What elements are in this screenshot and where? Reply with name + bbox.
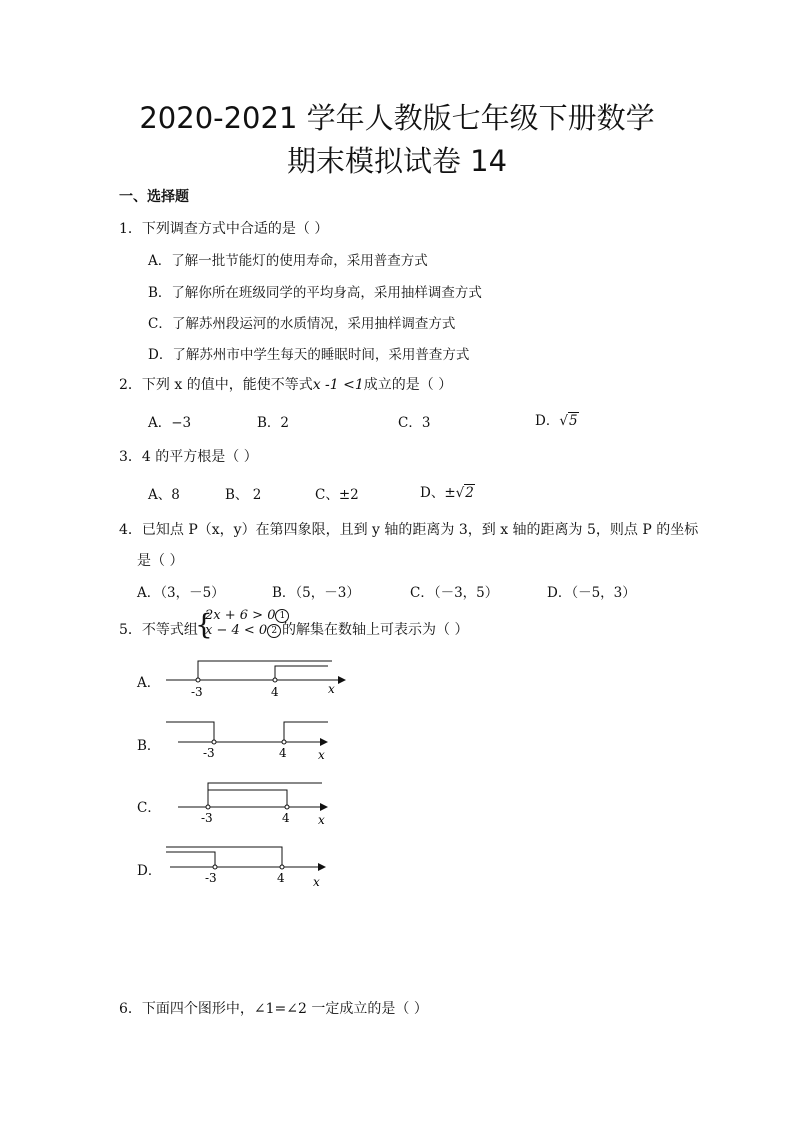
question-5-stem-pre: 5．不等式组 — [119, 622, 198, 638]
question-2-option-b: B．2 — [257, 415, 290, 431]
tick-label-4: 4 — [279, 746, 287, 760]
tick-label-neg3: -3 — [203, 746, 215, 760]
sqrt-sign: √2 — [455, 485, 474, 501]
equation-1-text: 2x + 6 > 0 — [205, 608, 276, 623]
axis-var-x: x — [313, 875, 320, 889]
number-line-c — [170, 776, 350, 828]
question-1-stem: 1．下列调查方式中合适的是（ ） — [119, 221, 329, 237]
axis-var-x: x — [318, 748, 325, 762]
system-equation-1 — [205, 608, 289, 624]
question-4-line1: 4．已知点 P（x，y）在第四象限，且到 y 轴的距离为 3，到 x 轴的距离为 5，则点 P 的坐标 — [119, 522, 699, 538]
system-brace: { — [195, 608, 213, 641]
question-1-option-a: A．了解一批节能灯的使用寿命，采用普查方式 — [148, 253, 428, 269]
section-heading: 一、选择题 — [119, 189, 189, 205]
question-2-option-c: C．3 — [398, 415, 431, 431]
question-2-option-a: A．−3 — [148, 415, 192, 431]
question-1-option-d: D．了解苏州市中学生每天的睡眠时间，采用普查方式 — [148, 347, 470, 363]
question-4-option-d: D．（－5，3） — [547, 585, 636, 601]
tick-label-neg3: -3 — [191, 685, 203, 699]
number-line-d — [160, 841, 340, 891]
question-5-option-b-label: B． — [137, 738, 161, 754]
question-2-stem — [119, 374, 452, 394]
question-5-option-c-label: C． — [137, 800, 161, 816]
question-1-option-b: B．了解你所在班级同学的平均身高，采用抽样调查方式 — [148, 285, 482, 301]
circled-number-1: 1 — [275, 609, 289, 623]
tick-label-4: 4 — [277, 871, 285, 885]
tick-label-neg3: -3 — [201, 811, 213, 825]
sqrt-sign: √5 — [559, 413, 578, 429]
question-3-stem: 3．4 的平方根是（ ） — [119, 449, 258, 465]
question-3-option-c: C、±2 — [315, 487, 359, 503]
tick-label-4: 4 — [271, 685, 279, 699]
question-3-option-a: A、8 — [148, 487, 180, 503]
axis-var-x: x — [318, 813, 325, 827]
question-2-option-d — [535, 409, 579, 429]
number-line-a — [160, 655, 350, 700]
question-4-option-c: C．（－3，5） — [410, 585, 499, 601]
question-1-option-c: C．了解苏州段运河的水质情况，采用抽样调查方式 — [148, 316, 456, 332]
radicand: 5 — [568, 413, 578, 429]
question-2-inequality: x -1 <1 — [312, 377, 364, 393]
question-5-stem-post: 的解集在数轴上可表示为（ ） — [282, 622, 469, 638]
system-equation-2 — [205, 623, 281, 639]
equation-2-text: x − 4 < 0 — [205, 623, 268, 638]
tick-label-4: 4 — [282, 811, 290, 825]
question-4-option-a: A．（3，－5） — [137, 585, 225, 601]
question-4-line2: 是（ ） — [137, 553, 184, 569]
question-3-option-d — [420, 481, 475, 501]
page-title-line2: 期末模拟试卷 14 — [286, 144, 508, 178]
question-2-stem-pre: 2．下列 x 的值中，能使不等式 — [119, 377, 313, 393]
question-6-stem: 6．下面四个图形中，∠1=∠2 一定成立的是（ ） — [119, 1001, 428, 1017]
question-2-stem-post: 成立的是（ ） — [363, 377, 453, 393]
axis-var-x: x — [328, 682, 335, 696]
circled-number-2: 2 — [267, 624, 281, 638]
page-title-line1: 2020-2021 学年人教版七年级下册数学 — [139, 101, 655, 135]
question-3-option-b: B、 2 — [225, 487, 262, 503]
question-2-option-d-prefix: D． — [535, 413, 560, 429]
radicand: 2 — [465, 485, 474, 501]
question-4-option-b: B．（5，－3） — [272, 585, 360, 601]
tick-label-neg3: -3 — [205, 871, 217, 885]
number-line-b — [160, 715, 350, 763]
question-5-option-a-label: A． — [137, 675, 161, 691]
question-3-option-d-prefix: D、± — [420, 485, 456, 501]
question-5-option-d-label: D． — [137, 863, 162, 879]
